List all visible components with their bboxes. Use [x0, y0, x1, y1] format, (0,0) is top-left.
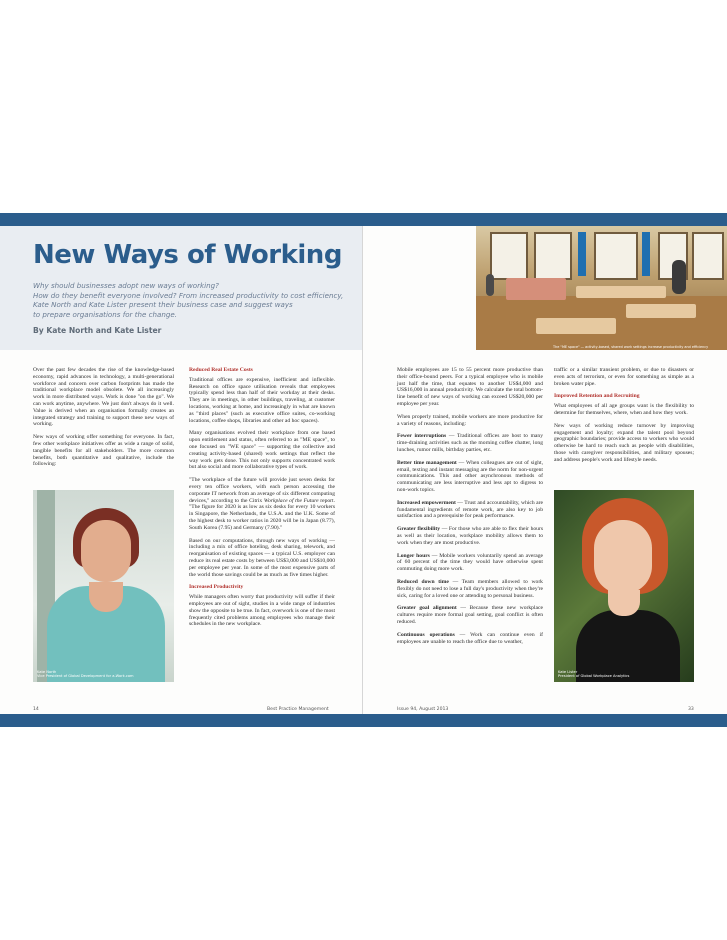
- list-item: [397, 460, 543, 494]
- column-2: [189, 367, 335, 634]
- paragraph: While managers often worry that productivity will suffer if their employees are out of sight, studies in a wide range of industries show the opposite to be true. In fact, overwork is one of the most frequently cited problems among employees who manage their schedules in the new workplace.: [189, 594, 335, 628]
- paragraph: New ways of working reduce turnover by improving engagement and loyalty; expand the talent pool beyond geographic boundaries; provide access to workers who would otherwise be hard to reach such as people with disabilities, those with caregiver responsibilities, and military spouses; and address people's work and lifestyle needs.: [554, 422, 694, 463]
- subtitle-line: Why should businesses adopt new ways of working?: [33, 281, 219, 290]
- item-lead: Fewer interruptions: [397, 433, 447, 440]
- photo-person: [672, 260, 686, 294]
- paragraph: Mobile employees are 15 to 55 percent more productive than their office-bound peers. For a typical employee who is mobile just half the time, that equates to another US$4,000 and US$16,000 in annual productivity. We calculate the total bottom-line benefit of new ways of working can exceed US$20,000 per employee per year.: [397, 367, 543, 407]
- paragraph: Many organisations evolved their workplace from one based upon entitlement and status, often referred to as "ME space", to one focused on "WE space" — supporting the collective and creating activity-based (shared) work settings that reflect the way work gets done. This not only supports concentrated work but also social and more collaborative types of work.: [189, 430, 335, 471]
- item-text: — For those who are able to flex their hours as well as their location, workplace mobility allows them to work when they are most productive.: [397, 526, 543, 546]
- caption-name: Kate Lister: [558, 669, 578, 674]
- item-lead: Longer hours: [397, 552, 430, 559]
- photo-neck: [89, 582, 123, 612]
- item-text: — Team members allowed to work flexibly do not need to lose a full day's productivity when they're sick, caring for a loved one or attending to personal business.: [397, 578, 543, 599]
- caption-name: Kate North: [37, 669, 57, 674]
- photo-table: [626, 304, 696, 318]
- subtitle-line: Kate North and Kate Lister present their business case and suggest ways: [33, 300, 293, 310]
- photo-window: [490, 232, 528, 280]
- photo-table: [576, 286, 666, 298]
- list-item: [397, 605, 543, 625]
- paragraph: Traditional offices are expensive, inefficient and inflexible. Research on office space utilisation reveals that employees typically spend less than half of their workday at their desks. They are in meetings, in other buildings, traveling, at customer locations, working at home, and increasingly in what are known as "third places" (such as executive office suites, co-working locations, coffee shops, libraries and other ad hoc spaces).: [189, 376, 335, 424]
- item-text: — Mobile workers voluntarily spend an average of 60 percent of the time they would have otherwise spent commuting doing more work.: [397, 552, 543, 573]
- left-page-number: 14: [33, 707, 39, 712]
- paragraph: New ways of working offer something for everyone. In fact, few other workplace initiatives offer as wide a range of solid, tangible benefits for all stakeholders. The more common benefits, both quantitative and qualitative, include the following:: [33, 434, 174, 468]
- photo-blue-panel: [642, 232, 650, 276]
- article-byline: By Kate North and Kate Lister: [33, 326, 162, 335]
- list-item: [397, 526, 543, 546]
- section-subhead: Improved Retention and Recruiting: [554, 393, 640, 400]
- paragraph: traffic or a similar transient problem, or due to disasters or even acts of terrorism, or even for something as simple as a broken water pipe.: [554, 367, 694, 387]
- item-text: — Because these new workplace cultures require more formal goal setting, goal conflict is often reduced.: [397, 605, 543, 625]
- paragraph: [189, 477, 335, 531]
- item-lead: Better time management: [397, 459, 457, 466]
- paragraph: Based on our computations, through new ways of working — including a mix of office hoteling, desk sharing, telework, and reorganisation of existing spaces — a typical U.S. employer can reduce its real estate costs by between US$3,000 and US$10,000 per employee per year. In some of the most expensive parts of the world those savings could be as much as five times higher.: [189, 537, 335, 578]
- section-subhead: Increased Productivity: [189, 584, 244, 591]
- report-title: Workplace of the Future: [263, 497, 319, 504]
- item-lead: Increased empowerment: [397, 499, 456, 506]
- subtitle-line: to prepare organisations for the change.: [33, 309, 177, 319]
- right-issue-line: Issue 94, August 2013: [397, 707, 449, 712]
- section-subhead: Reduced Real Estate Costs: [189, 367, 253, 373]
- top-color-band: [0, 213, 727, 226]
- bottom-color-band: [0, 714, 727, 727]
- photo-window: [594, 232, 638, 280]
- article-subtitle: [33, 281, 353, 319]
- text-run: report. "The figure for 2020 is as low as six desks for every 10 workers in Singapore, the Netherlands, the U.S.A. and the U.K. Some of the highest desk to worker ratios in 2020 will be in Japan (8.77), South Korea (7.95) and Germany (7.90).": [189, 497, 335, 531]
- item-lead: Greater flexibility: [397, 526, 441, 533]
- text-run: "The workplace of the future will provide just seven desks for every ten office workers, with each person accessing the corporate IT network from an average of six different computing devices," according to the Citrix: [189, 477, 335, 504]
- photo-neck: [608, 590, 640, 616]
- page-gutter: [362, 226, 363, 714]
- list-item: [397, 500, 543, 520]
- item-text: — Trust and accountability, which are fundamental ingredients of remote work, are also key to job satisfaction and a prerequisite for peak performance.: [397, 499, 543, 520]
- item-lead: Reduced down time: [397, 578, 449, 585]
- subtitle-line: How do they benefit everyone involved? From increased productivity to cost efficiency,: [33, 290, 344, 300]
- photo-lounge-sofa: [506, 278, 566, 300]
- caption-role: Vice President of Global Development for a-Work.com: [37, 674, 134, 679]
- item-text: — When colleagues are out of sight, email, texting and instant messaging are the norm for non-urgent communications. This and other asynchronous methods of communicating are less interruptive and less apt to digress to non-work topics.: [397, 459, 543, 493]
- item-lead: Greater goal alignment: [397, 605, 457, 612]
- item-lead: Continuous operations: [397, 631, 455, 638]
- column-4: [554, 367, 694, 470]
- photo-caption: [37, 670, 134, 679]
- item-text: — Work can continue even if employees are unable to reach the office due to weather,: [397, 631, 544, 645]
- kate-north-photo: [33, 490, 174, 682]
- list-item: [397, 553, 543, 573]
- column-3: [397, 367, 543, 651]
- item-text: — Traditional offices are host to many time-draining activities such as the morning coffee chatter, long lunches, rumor mills, birthday parties, etc.: [397, 433, 543, 453]
- column-1: [33, 367, 174, 474]
- kate-lister-photo: [554, 490, 694, 682]
- photo-caption: [558, 670, 629, 679]
- list-item: [397, 579, 543, 599]
- list-item: [397, 433, 543, 453]
- photo-person: [486, 274, 494, 296]
- right-page-number: 33: [688, 707, 694, 712]
- photo-blue-panel: [578, 232, 586, 276]
- paragraph: When properly trained, mobile workers are more productive for a variety of reasons, including:: [397, 413, 543, 427]
- hero-photo-caption: The "ME space" — activity-based, shared work settings increase productivity and efficiency: [553, 345, 709, 349]
- photo-face: [81, 520, 131, 582]
- left-running-title: Best Practice Management: [267, 707, 329, 712]
- photo-face: [594, 520, 652, 594]
- article-title: New Ways of Working: [33, 240, 342, 270]
- photo-window: [534, 232, 572, 280]
- office-interior-photo: [476, 226, 727, 350]
- caption-role: President of Global Workplace Analytics: [558, 674, 630, 679]
- photo-table: [536, 318, 616, 334]
- list-item: [397, 632, 543, 646]
- photo-window: [692, 232, 724, 280]
- paragraph: What employees of all age groups want is the flexibility to determine for themselves, where, when and how they work.: [554, 403, 694, 416]
- paragraph: Over the past few decades the rise of the knowledge-based economy, rapid advances in technology, a multi-generational workforce and concern over carbon footprints has made the traditional workplace model obsolete. We all increasingly work in more distributed ways. Work is done "on the go". We can work anytime, anywhere. We just don't always do it well. Value is derived when an organisation formally creates an integrated strategy and training to support these new ways of working.: [33, 367, 174, 428]
